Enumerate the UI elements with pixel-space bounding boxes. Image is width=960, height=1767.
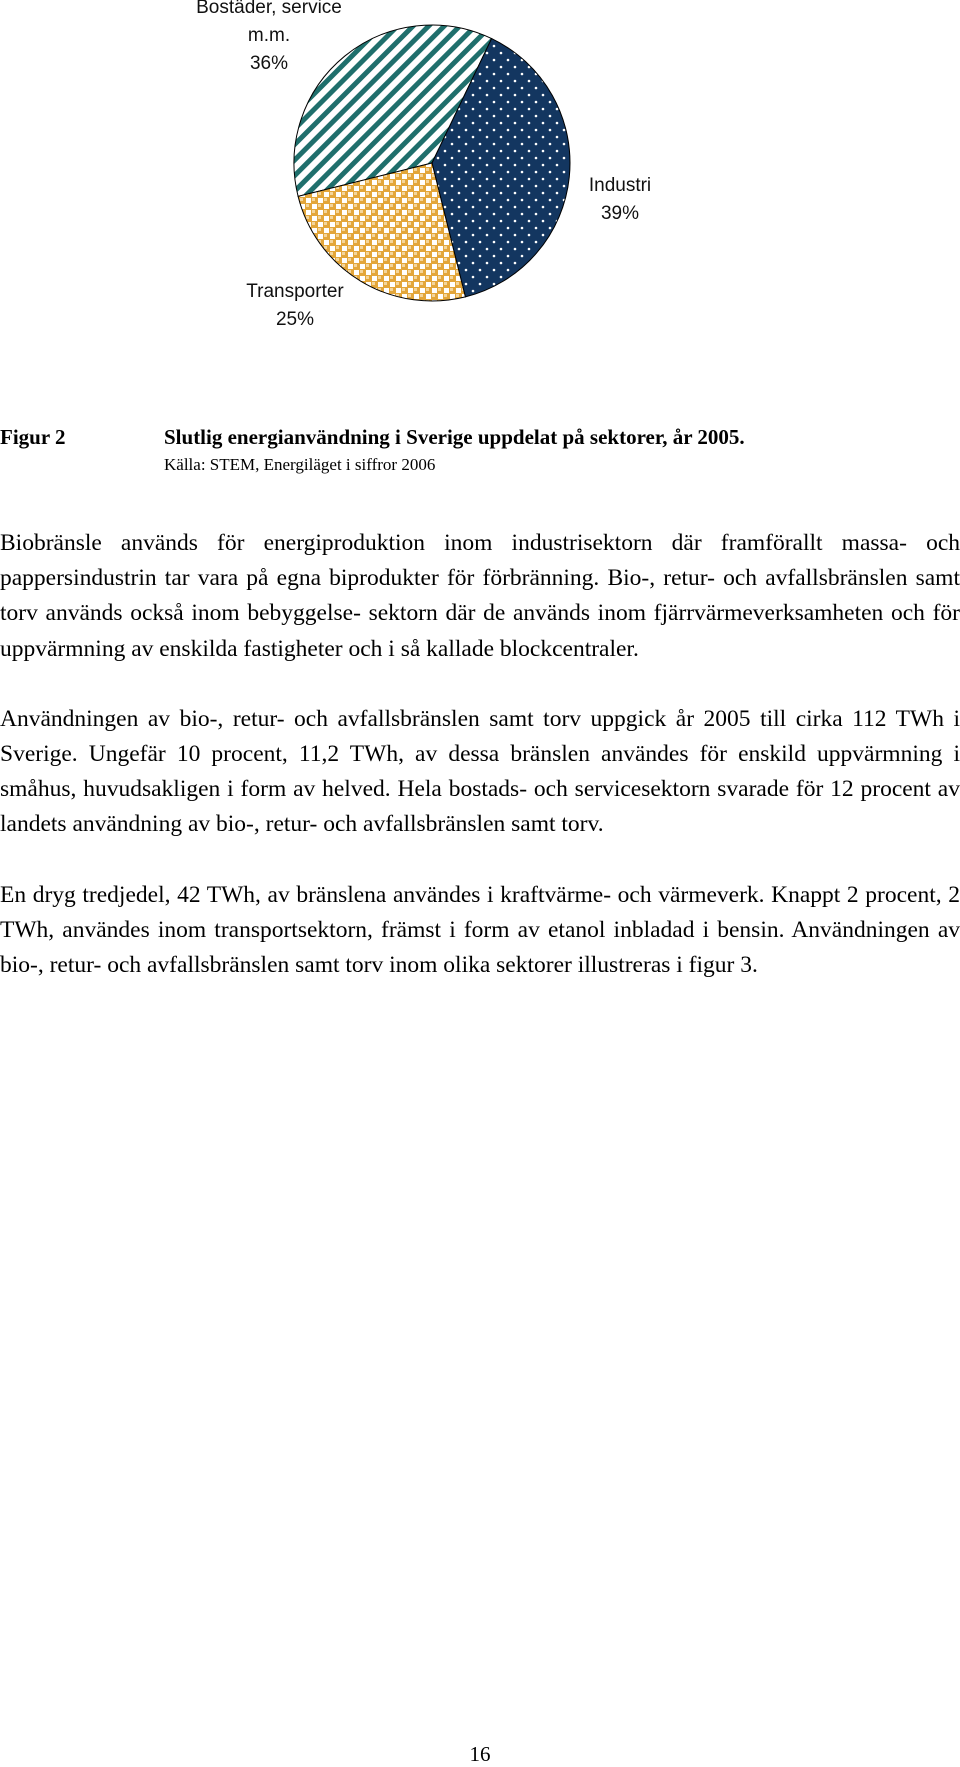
slice-label-bostader-line2: m.m. [247, 25, 291, 46]
paragraph-2: Användningen av bio-, retur- och avfallsbränslen samt torv uppgick år 2005 till cirka 112 TWh i Sverige. Ungefär 10 procent, 11,2 TWh, av dessa bränslen användes för enskild uppvärmning i småhus, huvudsakligen i form av helved. Hela bostads- och servicesektorn svarade för 12 procent av landets användning av bio-, retur- och avfallsbränslen samt torv. [0, 705, 960, 838]
figure-title: Slutlig energianvändning i Sverige uppdelat på sektorer, år 2005. [164, 425, 745, 449]
slice-label-transporter-line1: Transporter [246, 281, 344, 302]
page-number: 16 [469, 1742, 491, 1766]
slice-label-industri-percent: 39% [600, 203, 640, 224]
slice-label-industri [560, 172, 680, 228]
pie-chart [0, 0, 960, 360]
paragraph-3: En dryg tredjedel, 42 TWh, av bränslena användes i kraftvärme- och värmeverk. Knappt 2 procent, 2 TWh, användes inom transportsektorn, främst i form av etanol inbladad i bensin. Användningen av bio-, retur- och avfallsbränslen samt torv inom olika sektorer illustreras i figur 3. [0, 881, 960, 979]
slice-label-industri-line1: Industri [588, 175, 652, 196]
slice-label-bostader-line1: Bostäder, service [196, 0, 342, 18]
slice-label-transporter [220, 278, 370, 334]
figure-number: Figur 2 [0, 425, 66, 449]
slice-label-transporter-percent: 25% [275, 309, 315, 330]
slice-label-bostader [174, 0, 364, 78]
figure-source: Källa: STEM, Energiläget i siffror 2006 [164, 455, 436, 474]
body-text [0, 526, 960, 1018]
paragraph-1: Biobränsle används för energiproduktion inom industrisektorn där framförallt massa- och pappersindustrin tar vara på egna biprodukter för förbränning. Bio-, retur- och avfallsbränslen samt torv används också inom bebyggelse- sektorn där de används inom fjärrvärmeverksamheten och för uppvärmning av enskilda fastigheter och i så kallade blockcentraler. [0, 530, 960, 662]
slice-label-bostader-percent: 36% [249, 53, 289, 74]
